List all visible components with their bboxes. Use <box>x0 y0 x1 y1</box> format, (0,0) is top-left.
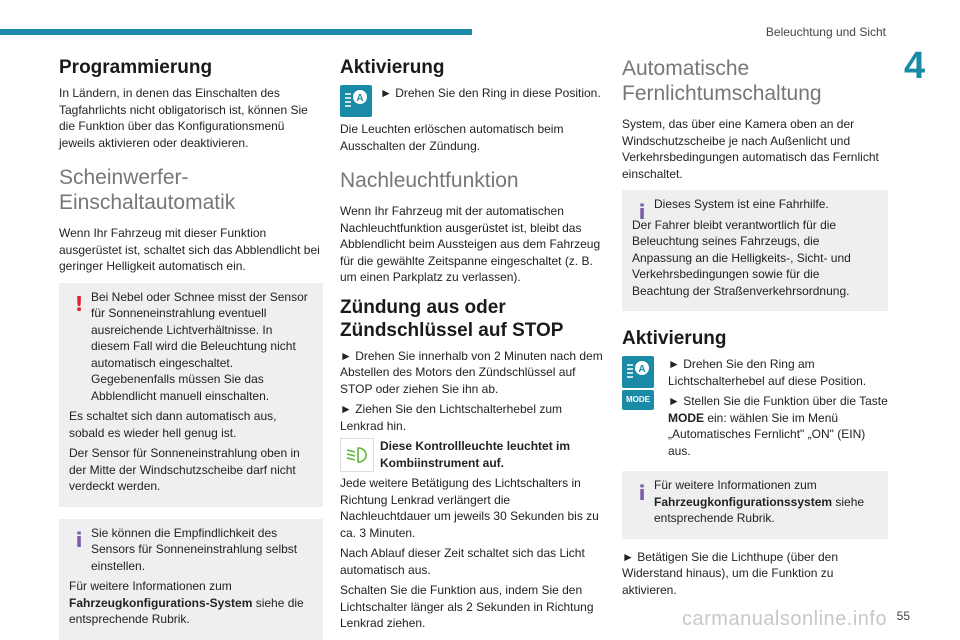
heading-nachleuchtfunktion: Nachleuchtfunktion <box>340 169 519 192</box>
warning-text-3: Der Sensor für Sonneneinstrahlung oben in der Mitte der Windschutzscheibe darf nicht verdeckt werden. <box>69 446 300 493</box>
lamp-text: Diese Kontrollleuchte leuchtet im Kombiinstrument auf. <box>380 439 571 470</box>
info-icon: i <box>638 480 646 505</box>
info-text: Dieses System ist eine Fahrhilfe. <box>654 197 829 211</box>
watermark: carmanualsonline.info <box>682 608 888 630</box>
heading-scheinwerfer: Scheinwerfer-Einschaltautomatik <box>59 166 236 214</box>
icon-stack <box>622 356 662 410</box>
auto-light-a-icon <box>340 85 372 117</box>
heading-zuendung: Zündung aus oder Zündschlüssel auf STOP <box>340 296 564 341</box>
heading-aktivierung-2: Aktivierung <box>622 328 727 349</box>
column-3 <box>622 56 888 602</box>
column-1 <box>59 56 323 640</box>
info-text-2: Für weitere Informationen zum Fahrzeugkonfigurations-System siehe die entsprechende Rubrik. <box>69 579 304 626</box>
paragraph: Die Leuchten erlöschen automatisch beim Ausschalten der Zündung. <box>340 122 564 153</box>
paragraph: Wenn Ihr Fahrzeug mit der automatischen Nachleuchtfunktion ausgerüstet ist, bleibt das Abblendlicht beim Aussteigen aus dem Fahrzeug für die gewählte Zeitspanne eingeschaltet (z. B. um einen Parkplatz zu verlassen). <box>340 204 601 284</box>
paragraph: Nach Ablauf dieser Zeit schaltet sich das Licht automatisch aus. <box>340 546 585 577</box>
svg-text:A: A <box>638 364 646 375</box>
step-row <box>622 356 888 463</box>
header-accent-bar <box>0 29 472 35</box>
step-texts <box>668 356 888 463</box>
section-title: Beleuchtung und Sicht <box>765 25 886 39</box>
lamp-row <box>340 438 604 475</box>
paragraph: Schalten Sie die Funktion aus, indem Sie den Lichtschalter länger als 2 Sekunden in Richtung Lenkrad ziehen. <box>340 583 594 630</box>
warning-text: Bei Nebel oder Schnee misst der Sensor für Sonneneinstrahlung eventuell ausreichende Lichtverhältnisse. In diesem Fall wird die Beleuchtung nicht automatisch eingeschaltet. Gegebenenfalls müssen Sie das Abblendlicht manuell einschalten. <box>91 289 308 403</box>
svg-text:A: A <box>356 93 364 104</box>
column-2 <box>340 56 604 636</box>
step-text: ► Betätigen Sie die Lichthupe (über den Widerstand hinaus), um die Funktion zu aktivieren. <box>622 549 839 597</box>
info-icon: i <box>638 199 646 224</box>
info-text: Für weitere Informationen zum Fahrzeugkonfigurationssystem siehe entsprechende Rubrik. <box>654 478 865 525</box>
info-box <box>59 519 323 640</box>
warning-box <box>59 283 323 507</box>
mode-button-icon: MODE <box>622 390 654 410</box>
step-text: ► Drehen Sie den Ring am Lichtschalterhebel auf diese Position. <box>668 357 867 388</box>
dipped-beam-lamp-icon <box>340 438 374 472</box>
page-number: 55 <box>896 609 910 623</box>
info-text: Sie können die Empfindlichkeit des Sensors für Sonneneinstrahlung selbst einstellen. <box>91 525 298 573</box>
step-text: ► Drehen Sie den Ring in diese Position. <box>380 86 601 100</box>
heading-programmierung: Programmierung <box>59 57 213 78</box>
paragraph: In Ländern, in denen das Einschalten des Tagfahrlichts nicht obligatorisch ist, können Sie die Funktion über das Konfigurationsmenü jeweils aktivieren oder deaktivieren. <box>59 86 308 150</box>
info-box-2 <box>622 471 888 539</box>
warning-text-2: Es schaltet sich dann automatisch aus, sobald es wieder hell genug ist. <box>69 409 277 440</box>
heading-aktivierung: Aktivierung <box>340 57 445 78</box>
info-box <box>622 190 888 311</box>
step-text: ► Ziehen Sie den Lichtschalterhebel zum Lenkrad hin. <box>340 402 562 433</box>
step-text: ► Drehen Sie innerhalb von 2 Minuten nach dem Abstellen des Motors den Zündschlüssel auf STOP oder ziehen Sie ihn ab. <box>340 348 603 396</box>
step-text-mode: ► Stellen Sie die Funktion über die Taste MODE ein: wählen Sie im Menü „Automatisches Fernlicht" „ON" (EIN) aus. <box>668 394 888 458</box>
chapter-number: 4 <box>904 45 926 87</box>
info-text-2: Der Fahrer bleibt verantwortlich für die Beleuchtung seines Fahrzeugs, die Anpassung an die Helligkeits-, Sicht- und Verkehrsbedingungen sowie für die Beachtung der Straßenverkehrsordnung. <box>632 217 851 298</box>
heading-fernlichtumschaltung: Automatische Fernlichtumschaltung <box>622 57 822 105</box>
paragraph: System, das über eine Kamera oben an der Windschutzscheibe je nach Außenlicht und Verkehrsbedingungen automatisch das Fernlicht einschaltet. <box>622 117 879 181</box>
paragraph: Jede weitere Betätigung des Lichtschalters in Richtung Lenkrad verlängert die Nachleuchtdauer um jeweils 30 Sekunden bis zu ca. 3 Minuten. <box>340 476 599 540</box>
info-icon: i <box>75 528 83 553</box>
auto-high-beam-icon <box>622 356 654 388</box>
paragraph: Wenn Ihr Fahrzeug mit dieser Funktion ausgerüstet ist, schaltet sich das Abblendlicht bei geringer Helligkeit automatisch ein. <box>59 226 320 273</box>
warning-icon: ! <box>74 292 84 317</box>
step-row <box>340 85 604 117</box>
